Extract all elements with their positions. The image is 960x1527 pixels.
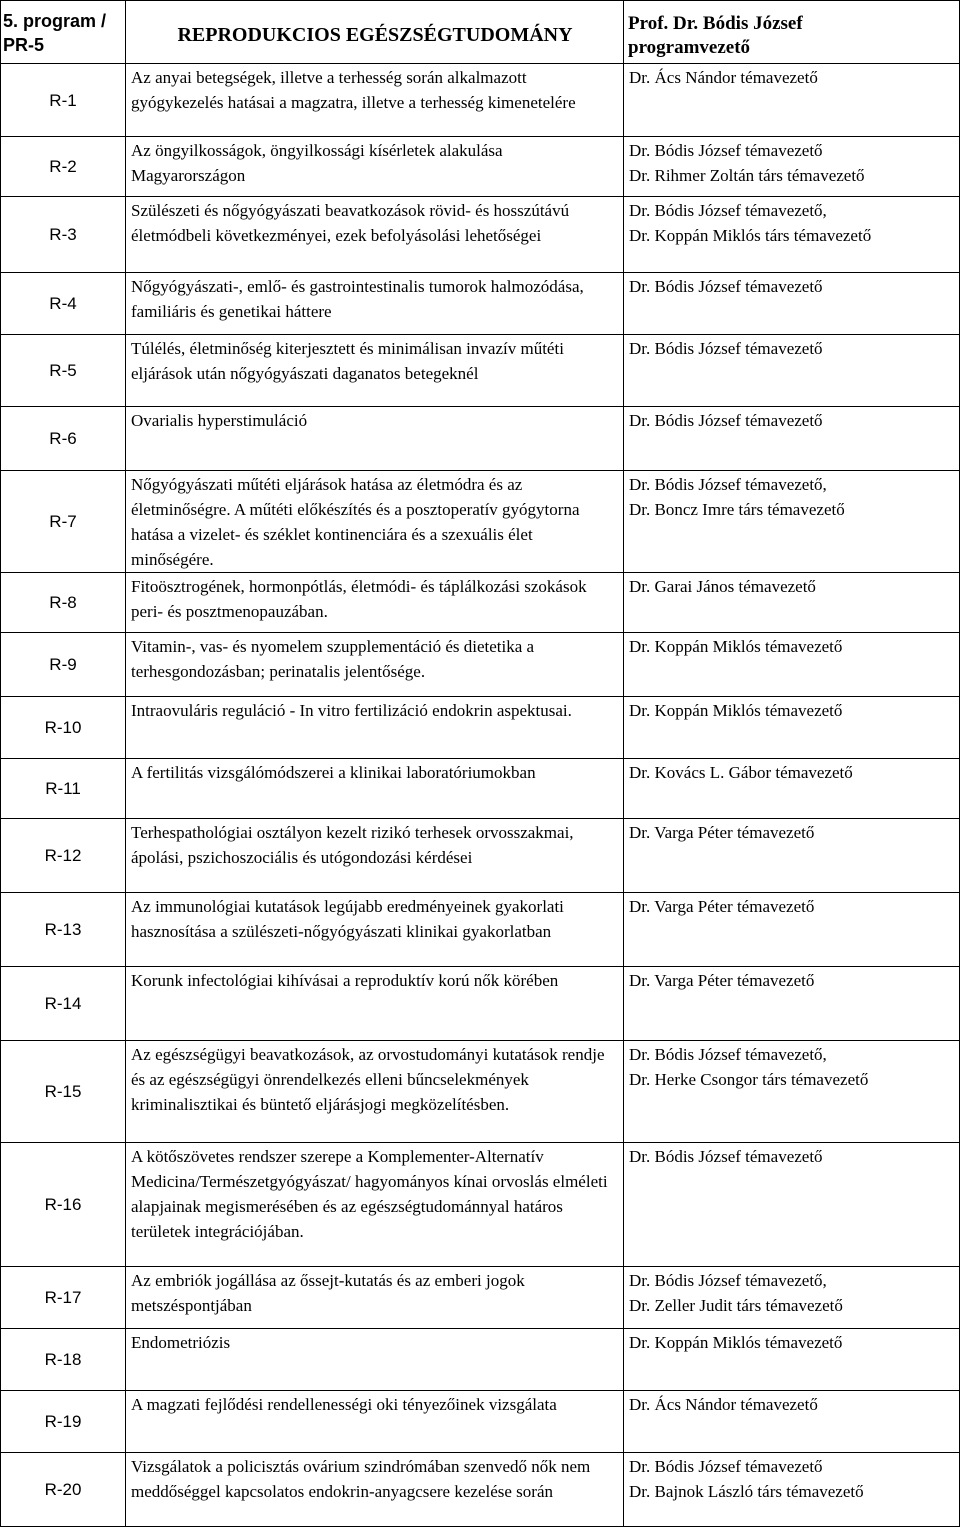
program-leader-role: programvezető [628,37,751,58]
topic-supervisors [624,407,960,471]
topic-title: Az embriók jogállása az őssejt-kutatás és az emberi jogok metszéspontjában [126,1267,624,1329]
supervisor-name: Dr. Bódis József témavezető [629,339,823,358]
topic-supervisors [624,893,960,967]
table-row [1,273,960,335]
topic-code: R-18 [1,1329,126,1391]
supervisor-name: Dr. Bódis József témavezető [629,141,823,160]
topic-supervisors [624,1329,960,1391]
supervisor-name: Dr. Zeller Judit társ témavezető [629,1296,843,1315]
table-row [1,633,960,697]
topic-title: Szülészeti és nőgyógyászati beavatkozások rövid- és hosszútávú életmódbeli következményei, ezek befolyásolási lehetőségei [126,197,624,273]
topic-supervisors [624,819,960,893]
topic-code: R-15 [1,1041,126,1143]
table-row [1,335,960,407]
topic-supervisors [624,1267,960,1329]
topic-supervisors [624,197,960,273]
table-row [1,64,960,137]
topic-code: R-12 [1,819,126,893]
topic-supervisors [624,697,960,759]
supervisor-name: Dr. Bódis József témavezető, [629,201,827,220]
topic-code: R-8 [1,573,126,633]
topic-code: R-6 [1,407,126,471]
topic-code: R-9 [1,633,126,697]
table-row [1,1041,960,1143]
table-row [1,697,960,759]
program-leader-name: Prof. Dr. Bódis József [628,13,803,34]
topic-supervisors [624,633,960,697]
supervisor-name: Dr. Bódis József témavezető [629,411,823,430]
supervisor-name: Dr. Koppán Miklós témavezető [629,1333,843,1352]
topic-supervisors [624,64,960,137]
topic-title: Endometriózis [126,1329,624,1391]
topic-supervisors [624,1391,960,1453]
supervisor-name: Dr. Bódis József témavezető [629,277,823,296]
supervisor-name: Dr. Rihmer Zoltán társ témavezető [629,166,865,185]
table-row [1,1329,960,1391]
topic-title: Ovarialis hyperstimuláció [126,407,624,471]
topic-supervisors [624,1143,960,1267]
topic-title: Intraovuláris reguláció - In vitro fertilizáció endokrin aspektusai. [126,697,624,759]
table-row [1,1391,960,1453]
table-row [1,1453,960,1527]
topic-title: Vitamin-, vas- és nyomelem szupplementáció és dietetika a terhesgondozásban; perinatalis jelentősége. [126,633,624,697]
table-row [1,967,960,1041]
supervisor-name: Dr. Ács Nándor témavezető [629,1395,818,1414]
supervisor-name: Dr. Ács Nándor témavezető [629,68,818,87]
topic-code: R-17 [1,1267,126,1329]
program-label: 5. program / [3,11,107,31]
table-row [1,471,960,573]
topic-code: R-4 [1,273,126,335]
topic-supervisors [624,1453,960,1527]
table-row [1,197,960,273]
table-row [1,1267,960,1329]
supervisor-name: Dr. Herke Csongor társ témavezető [629,1070,869,1089]
supervisor-name: Dr. Kovács L. Gábor témavezető [629,763,853,782]
topic-supervisors [624,335,960,407]
topic-code: R-19 [1,1391,126,1453]
topic-supervisors [624,137,960,197]
supervisor-name: Dr. Varga Péter témavezető [629,971,815,990]
topic-title: Nőgyógyászati műtéti eljárások hatása az életmódra és az életminőségre. A műtéti előkészítés és a posztoperatív gyógytorna hatása a vizelet- és széklet kontinenciára és a szexuális élet minőségére. [126,471,624,573]
table-row [1,819,960,893]
topic-title: Az egészségügyi beavatkozások, az orvostudományi kutatások rendje és az egészségügyi önrendelkezés elleni bűncselekmények kriminalisztikai és büntető eljárásjogi megközelítésben. [126,1041,624,1143]
supervisor-name: Dr. Boncz Imre társ témavezető [629,500,845,519]
supervisor-name: Dr. Bódis József témavezető, [629,475,827,494]
topic-code: R-1 [1,64,126,137]
topic-title: Terhespathológiai osztályon kezelt rizikó terhesek orvosszakmai, ápolási, pszichoszociális és utógondozási kérdései [126,819,624,893]
topic-title: Nőgyógyászati-, emlő- és gastrointestinalis tumorok halmozódása, familiáris és genetikai háttere [126,273,624,335]
topic-title: Az anyai betegségek, illetve a terhesség során alkalmazott gyógykezelés hatásai a magzatra, illetve a terhesség kimenetelére [126,64,624,137]
supervisor-name: Dr. Varga Péter témavezető [629,897,815,916]
supervisor-name: Dr. Koppán Miklós témavezető [629,637,843,656]
topic-supervisors [624,273,960,335]
topic-code: R-7 [1,471,126,573]
program-code: PR-5 [3,35,45,55]
table-row [1,407,960,471]
table-row [1,573,960,633]
program-topic-header: REPRODUKCIOS EGÉSZSÉGTUDOMÁNY [126,1,624,64]
topic-title: A magzati fejlődési rendellenességi oki tényezőinek vizsgálata [126,1391,624,1453]
supervisor-name: Dr. Bódis József témavezető, [629,1271,827,1290]
topic-title: Vizsgálatok a policisztás ovárium szindrómában szenvedő nők nem meddőséggel kapcsolatos endokrin-anyagcsere kezelése során [126,1453,624,1527]
program-code-header [1,1,126,64]
supervisor-name: Dr. Bajnok László társ témavezető [629,1482,864,1501]
supervisor-name: Dr. Koppán Miklós társ témavezető [629,226,872,245]
topic-title: Az öngyilkosságok, öngyilkossági kísérletek alakulása Magyarországon [126,137,624,197]
supervisor-name: Dr. Varga Péter témavezető [629,823,815,842]
topic-code: R-16 [1,1143,126,1267]
table-row [1,893,960,967]
topic-code: R-11 [1,759,126,819]
header-row [1,1,960,64]
topic-code: R-3 [1,197,126,273]
topic-supervisors [624,471,960,573]
topic-code: R-14 [1,967,126,1041]
topic-code: R-10 [1,697,126,759]
supervisor-name: Dr. Bódis József témavezető [629,1147,823,1166]
table-row [1,1143,960,1267]
topic-title: Az immunológiai kutatások legújabb eredményeinek gyakorlati hasznosítása a szülészeti-nőgyógyászati klinikai gyakorlatban [126,893,624,967]
topic-title: Fitoösztrogének, hormonpótlás, életmódi- és táplálkozási szokások peri- és posztmenopauzában. [126,573,624,633]
supervisor-name: Dr. Bódis József témavezető [629,1457,823,1476]
supervisor-name: Dr. Koppán Miklós témavezető [629,701,843,720]
supervisor-name: Dr. Garai János témavezető [629,577,816,596]
table-row [1,137,960,197]
program-leader-header [624,1,960,64]
topic-title: Korunk infectológiai kihívásai a reproduktív korú nők körében [126,967,624,1041]
topic-supervisors [624,1041,960,1143]
supervisor-name: Dr. Bódis József témavezető, [629,1045,827,1064]
table-row [1,759,960,819]
topic-code: R-5 [1,335,126,407]
topic-supervisors [624,573,960,633]
topic-code: R-2 [1,137,126,197]
topic-supervisors [624,759,960,819]
topic-code: R-20 [1,1453,126,1527]
topic-title: Túlélés, életminőség kiterjesztett és minimálisan invazív műtéti eljárások után nőgyógyászati daganatos betegeknél [126,335,624,407]
topic-title: A fertilitás vizsgálómódszerei a klinikai laboratóriumokban [126,759,624,819]
topic-code: R-13 [1,893,126,967]
topic-supervisors [624,967,960,1041]
topic-title: A kötőszövetes rendszer szerepe a Komplementer-Alternatív Medicina/Természetgyógyászat/ hagyományos kínai orvoslás elméleti alapjainak megismerésében és az egészségtudománnyal határos területek integrációjában. [126,1143,624,1267]
